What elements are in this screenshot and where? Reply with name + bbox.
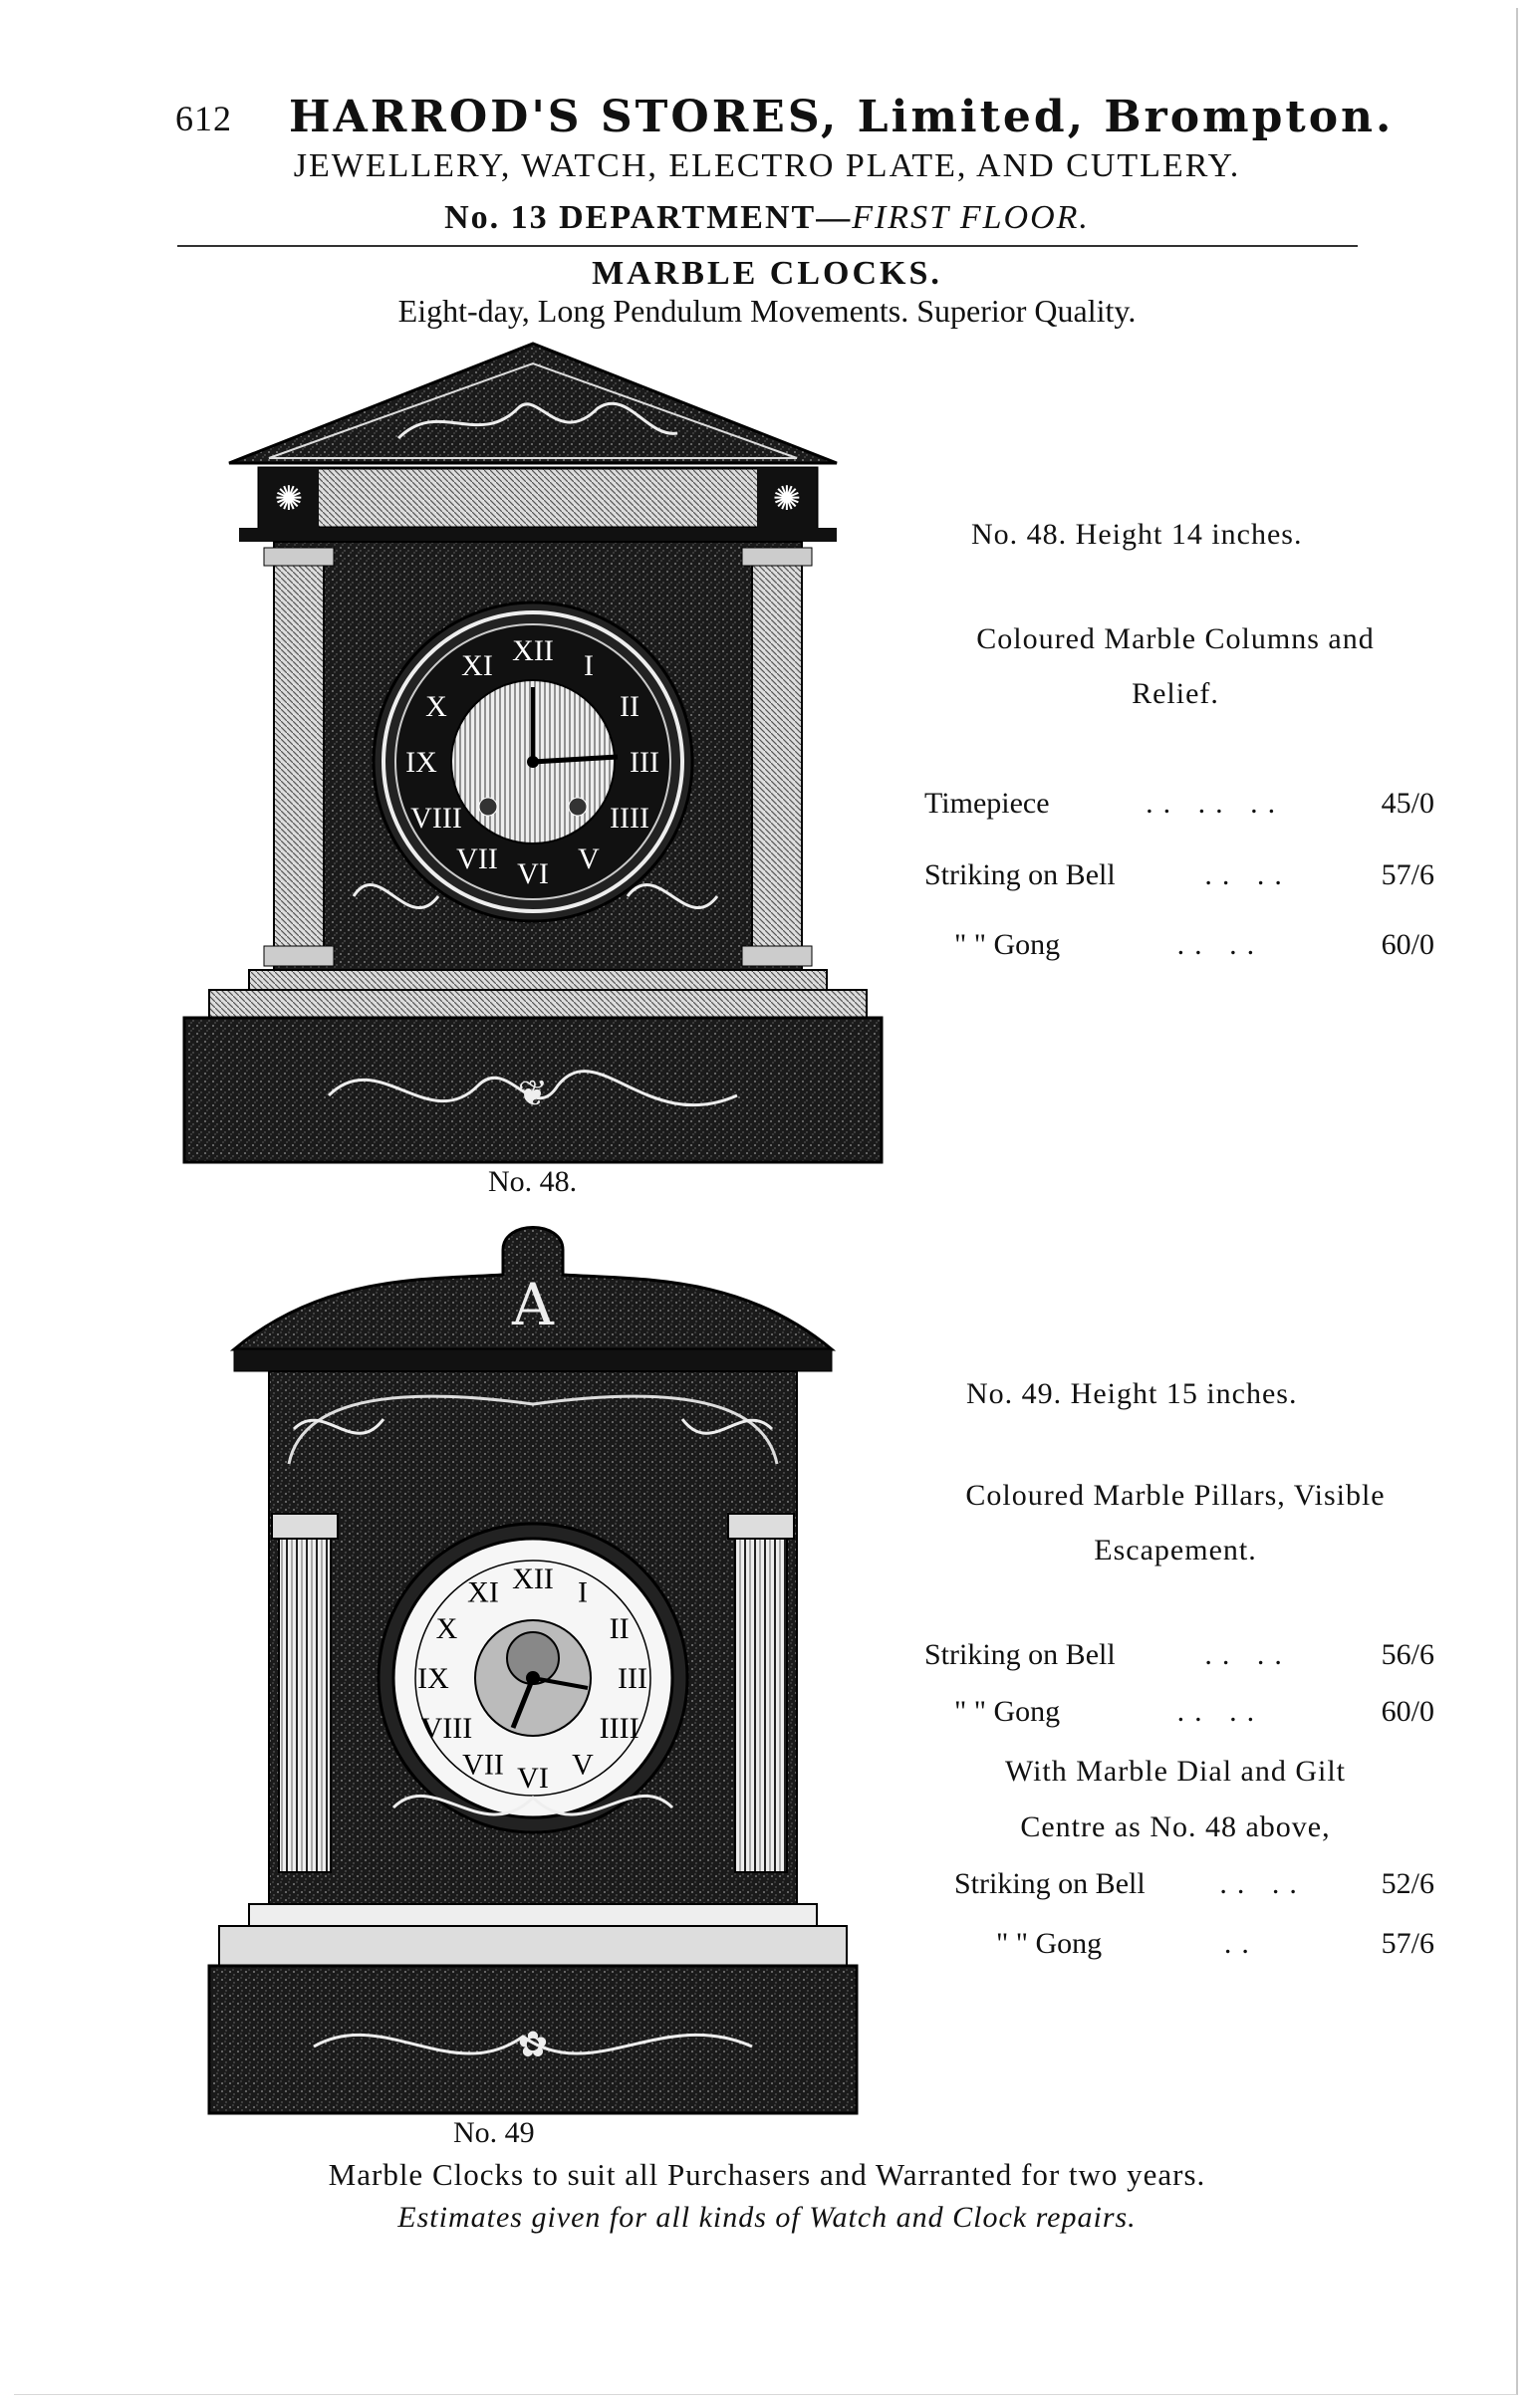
header-rule xyxy=(177,245,1358,247)
page-number: 612 xyxy=(175,99,232,138)
dial-numeral: X xyxy=(425,690,447,723)
clock-48-desc-line2: Relief. xyxy=(1132,677,1219,710)
price-dots: .. .. xyxy=(1176,1695,1265,1728)
department-line xyxy=(0,199,1534,237)
price-label: " " Gong xyxy=(996,1927,1103,1960)
clock-49-spec: No. 49. Height 15 inches. xyxy=(966,1377,1298,1410)
dial-numeral: I xyxy=(584,649,594,682)
svg-text:✿: ✿ xyxy=(517,2025,549,2065)
dial-numeral: I xyxy=(578,1575,588,1609)
dial-numeral: II xyxy=(620,690,639,723)
price-value: 60/0 xyxy=(1381,1695,1434,1728)
dial-numeral: VIII xyxy=(410,802,462,835)
dial-numeral: XI xyxy=(461,649,493,682)
clock-49-caption: No. 49 xyxy=(453,2116,535,2149)
clock-49-alt-price-row xyxy=(954,1867,1434,1901)
clock-48-price-row xyxy=(954,928,1434,962)
section-subtitle: Eight-day, Long Pendulum Movements. Superior Quality. xyxy=(397,293,1137,329)
dial-numeral: VIII xyxy=(420,1712,473,1745)
clock-48-price-row xyxy=(924,858,1434,892)
section-title: MARBLE CLOCKS. xyxy=(592,255,942,292)
price-value: 52/6 xyxy=(1381,1867,1434,1900)
dial-numeral: VII xyxy=(456,843,498,875)
price-label: Striking on Bell xyxy=(924,858,1116,891)
price-value: 57/6 xyxy=(1381,1927,1434,1960)
footer-estimates: Estimates given for all kinds of Watch and Clock repairs. xyxy=(397,2201,1137,2234)
footer-warranty: Marble Clocks to suit all Purchasers and Warranted for two years. xyxy=(328,2157,1206,2192)
price-dots: .. xyxy=(1223,1927,1259,1960)
svg-text:❦: ❦ xyxy=(517,1074,549,1114)
svg-text:A: A xyxy=(512,1271,554,1338)
price-dots: .. .. xyxy=(1176,928,1265,961)
dial-numeral: IX xyxy=(417,1662,449,1695)
price-label: Striking on Bell xyxy=(924,1638,1116,1671)
store-name: HARROD'S STORES, Limited, Brompton. xyxy=(289,92,1395,142)
svg-text:✺: ✺ xyxy=(772,479,802,519)
clock-49-alt-line1: With Marble Dial and Gilt xyxy=(1004,1755,1347,1788)
clock-49-desc-line2: Escapement. xyxy=(1094,1534,1257,1566)
price-dots: .. .. xyxy=(1219,1867,1307,1900)
price-dots: .. .. xyxy=(1204,1638,1292,1671)
clock-49-illustration xyxy=(204,1220,862,2116)
clock-48-caption: No. 48. xyxy=(488,1165,578,1198)
price-value: 57/6 xyxy=(1381,858,1434,891)
clock-48-desc-line1: Coloured Marble Columns and xyxy=(976,622,1375,655)
price-label: " " Gong xyxy=(954,1695,1061,1728)
floor-label: FIRST FLOOR. xyxy=(852,199,1090,236)
clock-49-desc-line1: Coloured Marble Pillars, Visible xyxy=(965,1479,1386,1512)
dial-numeral: IX xyxy=(405,746,437,779)
price-value: 56/6 xyxy=(1381,1638,1434,1671)
department-subtitle: JEWELLERY, WATCH, ELECTRO PLATE, AND CUTLERY. xyxy=(293,147,1241,184)
dial-numeral: VI xyxy=(517,1762,549,1795)
price-dots: .. .. xyxy=(1204,858,1292,891)
clock-48-spec: No. 48. Height 14 inches. xyxy=(971,518,1303,551)
department-label: No. 13 DEPARTMENT— xyxy=(444,199,853,236)
clock-49-alt-line2: Centre as No. 48 above, xyxy=(1020,1810,1331,1843)
dial-numeral: XII xyxy=(512,1563,554,1595)
price-value: 45/0 xyxy=(1381,787,1434,820)
dial-numeral: IIII xyxy=(610,802,649,835)
clock-49-alt-price-row xyxy=(996,1927,1434,1961)
dial-numeral: XI xyxy=(467,1575,499,1609)
dial-numeral: IIII xyxy=(599,1712,639,1745)
dial-numeral: VI xyxy=(517,857,549,890)
clock-48-price-row xyxy=(924,787,1434,821)
dial-numeral: III xyxy=(630,746,659,779)
price-dots: .. .. .. xyxy=(1146,787,1286,820)
dial-numeral: II xyxy=(609,1612,630,1645)
price-label: Timepiece xyxy=(924,787,1050,820)
price-value: 60/0 xyxy=(1381,928,1434,961)
svg-text:✺: ✺ xyxy=(274,479,304,519)
dial-numeral: III xyxy=(618,1662,647,1695)
dial-numeral: XII xyxy=(512,634,554,667)
clock-49-price-row xyxy=(924,1638,1434,1672)
clock-48-illustration xyxy=(179,339,887,1165)
dial-numeral: V xyxy=(578,843,600,875)
clock-49-price-row xyxy=(954,1695,1434,1729)
dial-numeral: V xyxy=(572,1748,594,1782)
price-label: " " Gong xyxy=(954,928,1061,961)
price-label: Striking on Bell xyxy=(954,1867,1146,1900)
dial-numeral: VII xyxy=(462,1748,504,1782)
dial-numeral: X xyxy=(435,1612,458,1645)
